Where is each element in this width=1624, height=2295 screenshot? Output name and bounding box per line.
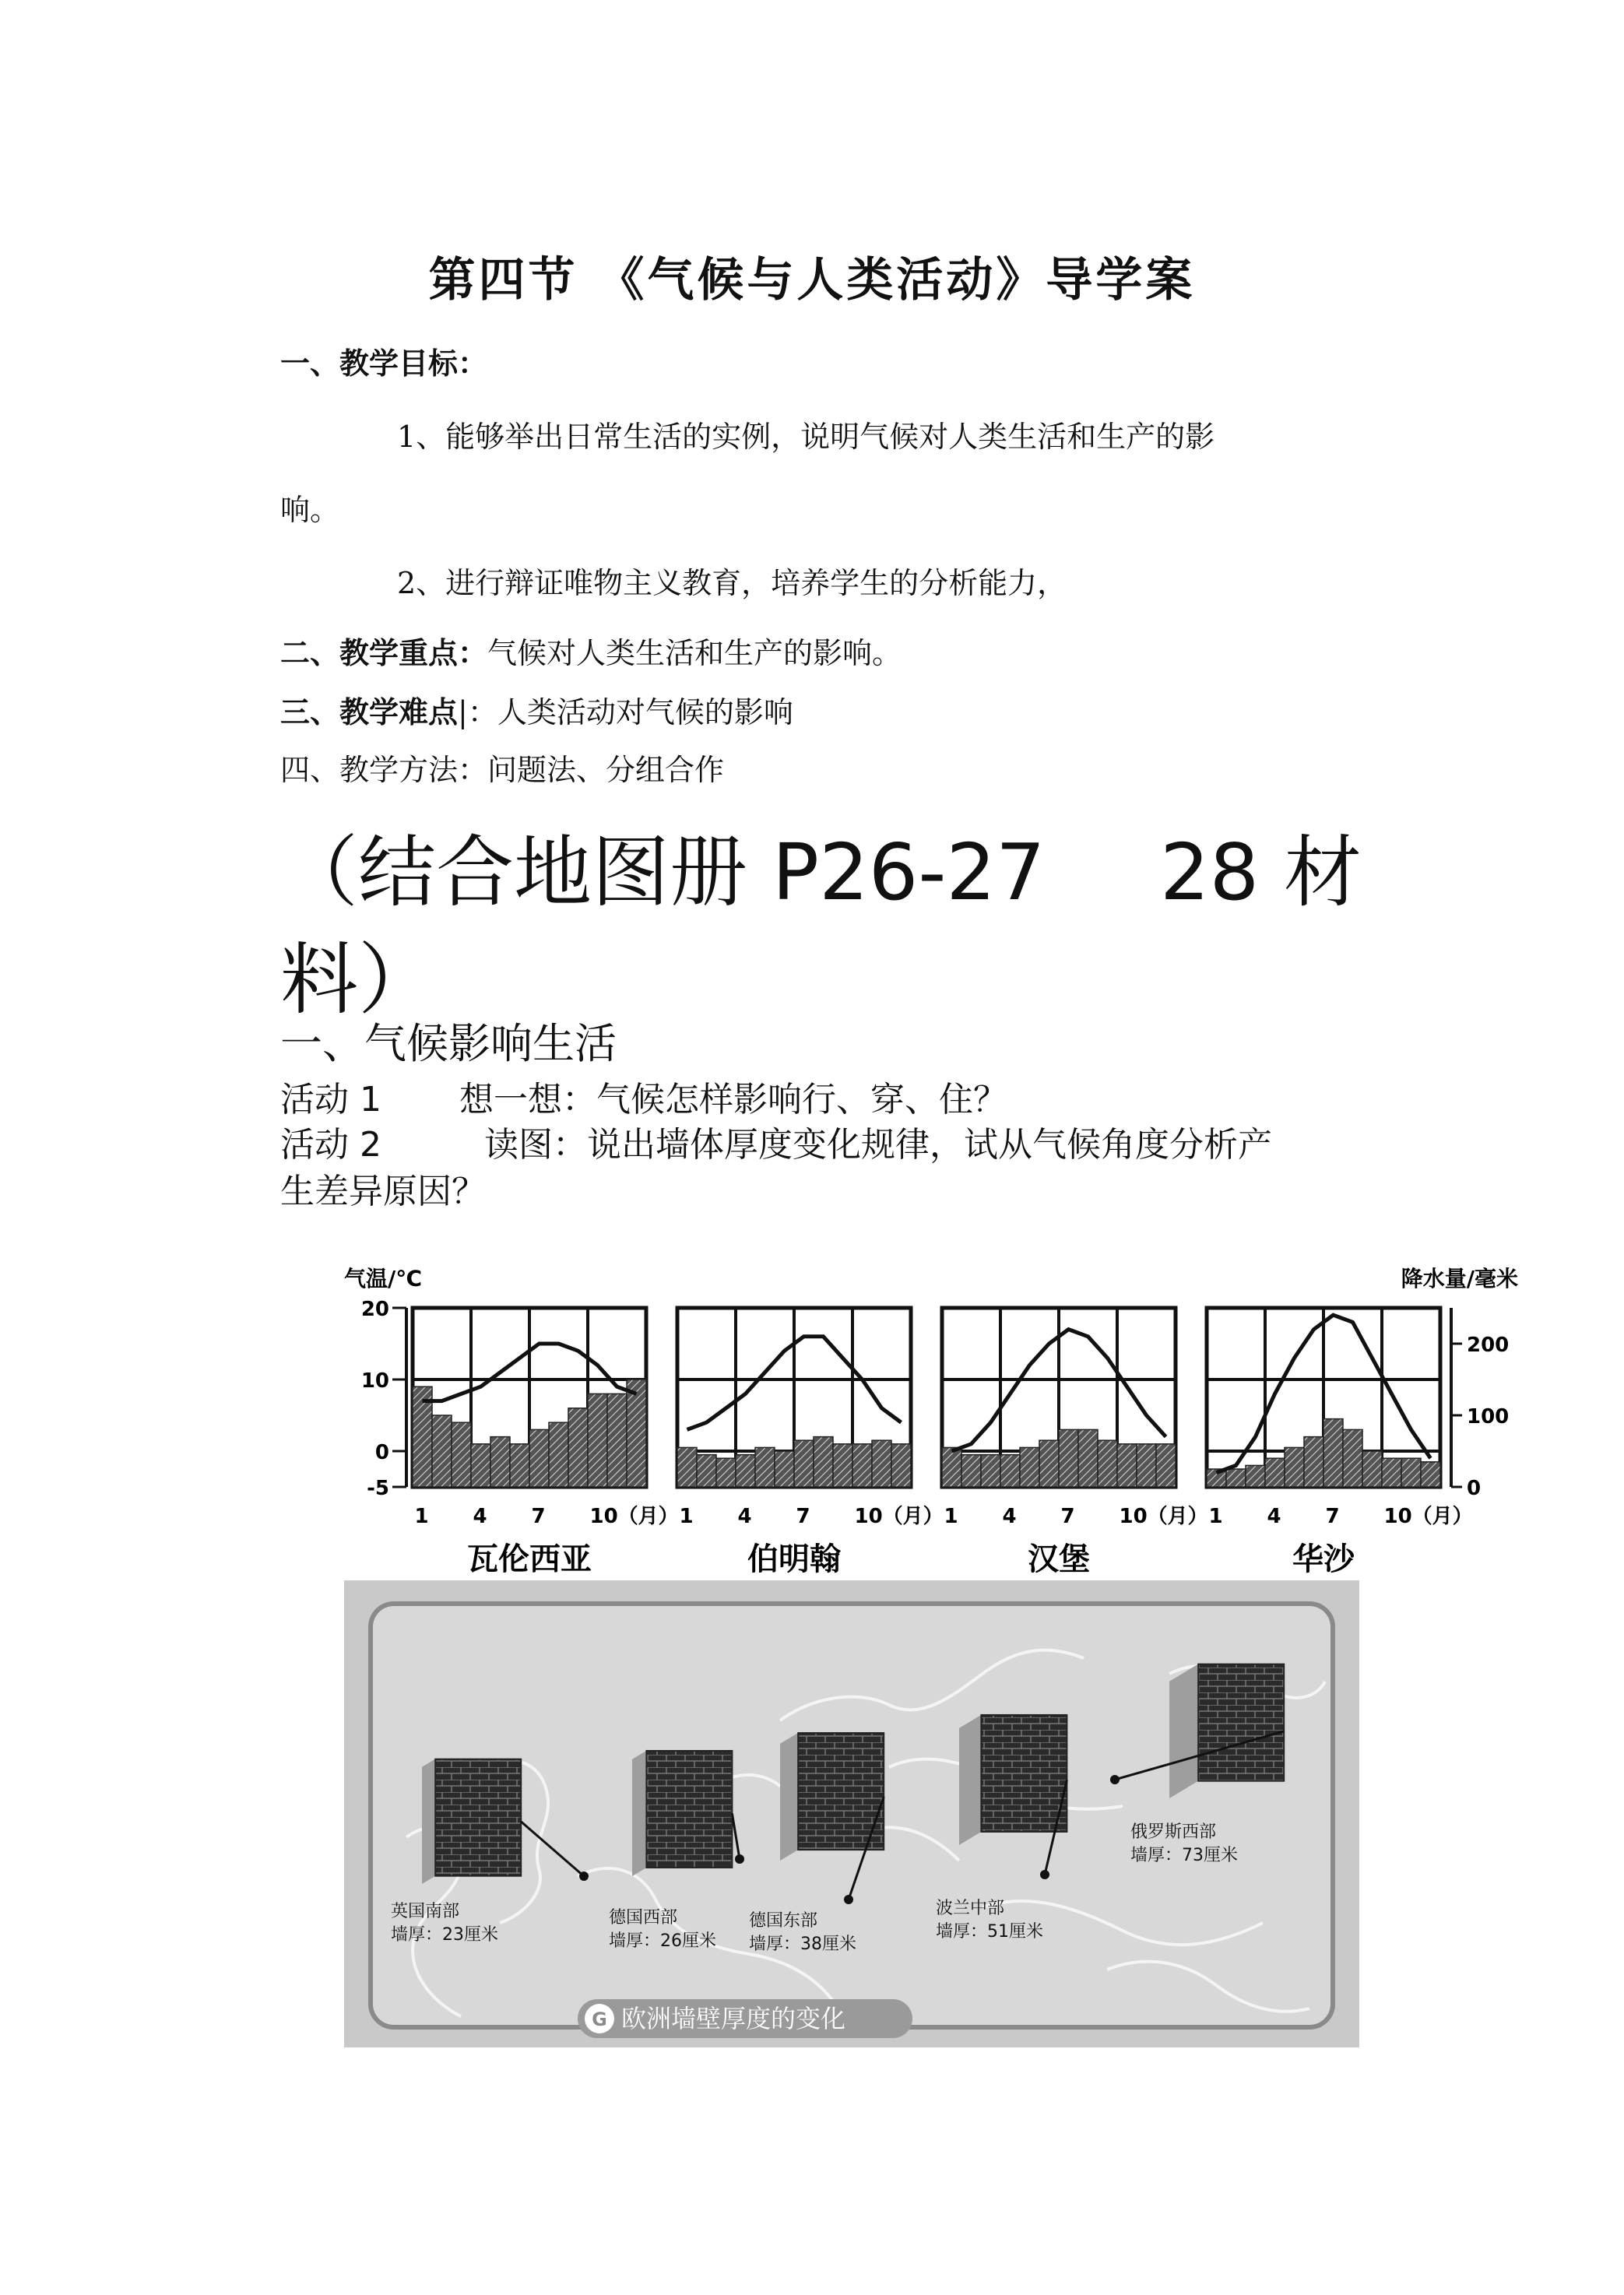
precipitation-bar — [716, 1458, 736, 1487]
difficulty-line — [280, 688, 793, 731]
wall-thickness-label: 墙厚：23厘米 — [391, 1925, 498, 1945]
precipitation-bar — [981, 1455, 1000, 1487]
precipitation-bar — [697, 1455, 716, 1487]
climate-charts — [343, 1253, 1526, 1580]
wall-side — [632, 1751, 646, 1876]
precipitation-bar — [1323, 1419, 1343, 1487]
precipitation-bar — [1000, 1455, 1020, 1487]
location-dot — [1110, 1775, 1120, 1784]
key-point-label: 二、教学重点： — [280, 635, 488, 670]
precipitation-bar — [1285, 1447, 1304, 1487]
city-name: 伯明翰 — [747, 1541, 841, 1577]
precipitation-bar — [942, 1447, 961, 1487]
precipitation-bar — [736, 1455, 755, 1487]
x-tick-label: 4 — [737, 1505, 752, 1528]
key-point-line — [280, 629, 902, 672]
x-tick-label: 7 — [531, 1505, 546, 1528]
precipitation-bar — [452, 1422, 471, 1487]
precipitation-bar — [1226, 1469, 1246, 1487]
y-right-tick: 0 — [1467, 1477, 1482, 1500]
activity2-label: 活动 2 — [280, 1125, 381, 1165]
precipitation-bar — [872, 1440, 891, 1487]
wall-side — [959, 1715, 981, 1845]
precipitation-bar — [627, 1379, 646, 1487]
atlas-reference-line2: 料） — [280, 934, 436, 1025]
x-tick-label: 7 — [1325, 1505, 1340, 1528]
precipitation-bar — [1078, 1429, 1098, 1487]
precipitation-bar — [432, 1415, 452, 1487]
wall-place-label: 俄罗斯西部 — [1130, 1822, 1217, 1842]
wall-side — [780, 1733, 798, 1861]
document-title: 第四节 《气候与人类活动》导学案 — [428, 253, 1196, 308]
y-left-tick: 10 — [360, 1369, 389, 1393]
precipitation-bar — [1362, 1451, 1382, 1487]
y-right-axis-label: 降水量/毫米 — [1401, 1266, 1518, 1292]
europe-wall-map — [344, 1580, 1359, 2047]
precipitation-bar — [568, 1408, 588, 1487]
precipitation-bar — [1421, 1462, 1440, 1487]
precipitation-bar — [588, 1394, 607, 1487]
y-right-tick: 200 — [1467, 1334, 1510, 1357]
x-tick-label: 7 — [1060, 1505, 1075, 1528]
precipitation-bar — [607, 1394, 627, 1487]
wall-front — [1198, 1664, 1284, 1781]
x-tick-label: 10（月） — [1383, 1505, 1473, 1528]
precipitation-bar — [1039, 1440, 1059, 1487]
x-tick-label: 1 — [1208, 1505, 1223, 1528]
precipitation-bar — [490, 1437, 510, 1487]
precipitation-bar — [1382, 1458, 1401, 1487]
x-tick-label: 1 — [944, 1505, 958, 1528]
wall-front — [981, 1715, 1067, 1832]
activity1-label: 活动 1 — [280, 1080, 381, 1119]
precipitation-bar — [1304, 1437, 1323, 1487]
wall-front — [435, 1759, 521, 1876]
y-left-tick: -5 — [367, 1477, 389, 1500]
wall-thickness-label: 墙厚：38厘米 — [749, 1935, 856, 1954]
difficulty-label: 三、教学难点 — [280, 694, 459, 729]
difficulty-text: |：人类活动对气候的影响 — [458, 695, 793, 729]
precipitation-bar — [1137, 1444, 1156, 1487]
objectives-heading: 一、教学目标： — [280, 346, 488, 381]
location-dot — [844, 1895, 853, 1904]
precipitation-bar — [1343, 1429, 1362, 1487]
wall-place-label: 英国南部 — [391, 1902, 460, 1921]
location-dot — [735, 1854, 744, 1864]
wall-side — [1169, 1664, 1198, 1798]
wall-thickness-label: 墙厚：51厘米 — [936, 1922, 1043, 1942]
objective-1-line1: 1、能够举出日常生活的实例，说明气候对人类生活和生产的影 — [397, 420, 1215, 454]
location-dot — [579, 1871, 589, 1881]
y-left-tick: 0 — [374, 1441, 389, 1464]
wall-place-label: 德国西部 — [609, 1908, 678, 1928]
y-right-tick: 100 — [1467, 1405, 1510, 1429]
atlas-reference-line1: （结合地图册 P26-27 — [280, 827, 1046, 918]
activity2-text-cont: 生差异原因？ — [280, 1172, 486, 1211]
x-tick-label: 4 — [473, 1505, 487, 1528]
key-point-text: 气候对人类生活和生产的影响。 — [487, 636, 902, 670]
precipitation-bar — [529, 1429, 549, 1487]
precipitation-bar — [677, 1447, 697, 1487]
wall-thickness-label: 墙厚：26厘米 — [609, 1931, 716, 1951]
precipitation-bar — [794, 1440, 814, 1487]
city-name: 汉堡 — [1028, 1541, 1090, 1577]
x-tick-label: 1 — [414, 1505, 429, 1528]
city-name: 华沙 — [1292, 1541, 1355, 1577]
precipitation-bar — [471, 1444, 490, 1487]
precipitation-bar — [814, 1437, 833, 1487]
wall-thickness-label: 墙厚：73厘米 — [1130, 1846, 1238, 1865]
precipitation-bar — [1117, 1444, 1137, 1487]
x-tick-label: 7 — [796, 1505, 810, 1528]
precipitation-bar — [1098, 1440, 1117, 1487]
precipitation-bar — [755, 1447, 775, 1487]
section-heading-part1: 一、气候影响生活 — [280, 1019, 617, 1068]
precipitation-bar — [1265, 1458, 1285, 1487]
precipitation-bar — [961, 1455, 981, 1487]
wall-place-label: 波兰中部 — [936, 1899, 1005, 1918]
precipitation-bar — [833, 1444, 852, 1487]
precipitation-bar — [549, 1422, 568, 1487]
caption-badge-letter: G — [592, 2009, 607, 2030]
precipitation-bar — [1246, 1465, 1265, 1487]
map-caption-text: 欧洲墙壁厚度的变化 — [621, 2004, 846, 2033]
objective-2: 2、进行辩证唯物主义教育，培养学生的分析能力， — [397, 566, 1067, 600]
wall-place-label: 德国东部 — [749, 1911, 818, 1931]
precipitation-bar — [852, 1444, 872, 1487]
x-tick-label: 10（月） — [589, 1505, 679, 1528]
atlas-reference-num: 28 材 — [1160, 827, 1362, 918]
objective-1-line2: 响。 — [280, 493, 340, 527]
map-caption — [578, 1999, 912, 2038]
precipitation-bar — [510, 1444, 529, 1487]
y-left-tick: 20 — [360, 1298, 389, 1321]
x-tick-label: 4 — [1267, 1505, 1281, 1528]
x-tick-label: 10（月） — [854, 1505, 944, 1528]
precipitation-bar — [891, 1444, 911, 1487]
y-left-axis-label: 气温/℃ — [344, 1266, 423, 1292]
location-dot — [1040, 1870, 1049, 1879]
x-tick-label: 4 — [1002, 1505, 1017, 1528]
wall-side — [422, 1759, 435, 1884]
precipitation-bar — [1020, 1447, 1039, 1487]
activity1-text: 想一想：气候怎样影响行、穿、住？ — [459, 1080, 1007, 1119]
x-tick-label: 10（月） — [1119, 1505, 1208, 1528]
precipitation-bar — [1401, 1458, 1421, 1487]
activity2-text: 读图：说出墙体厚度变化规律，试从气候角度分析产 — [484, 1125, 1272, 1165]
x-tick-label: 1 — [679, 1505, 694, 1528]
precipitation-bar — [1156, 1444, 1176, 1487]
precipitation-bar — [775, 1451, 794, 1487]
wall-front — [646, 1751, 732, 1868]
method-line: 四、教学方法：问题法、分组合作 — [280, 753, 725, 787]
precipitation-bar — [1059, 1429, 1078, 1487]
city-name: 瓦伦西亚 — [467, 1541, 592, 1577]
